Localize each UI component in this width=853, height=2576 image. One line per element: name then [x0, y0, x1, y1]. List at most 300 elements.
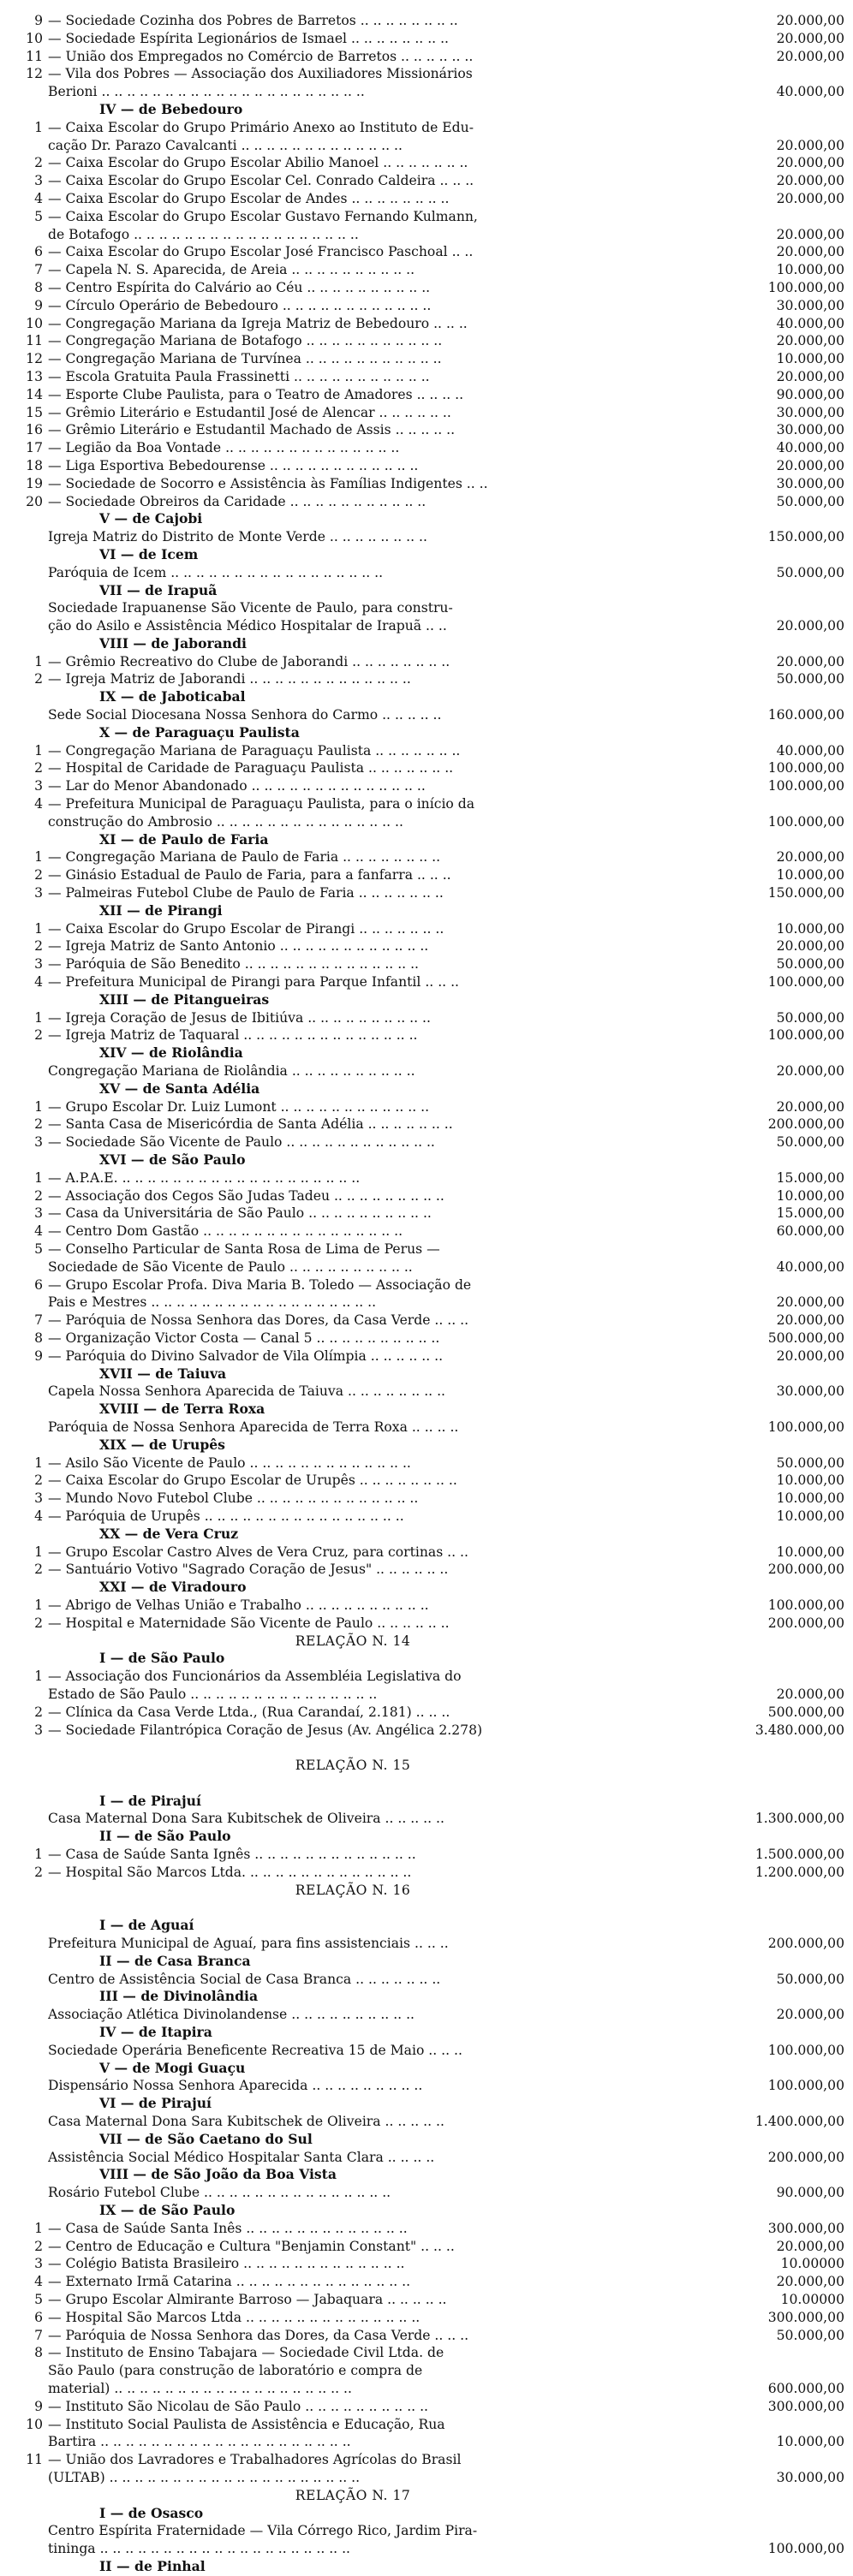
entry-number: [5, 2487, 48, 2505]
entry-text: — União dos Lavradores e Trabalhadores Agrícolas do Brasil: [48, 2452, 462, 2468]
entry-line: [5, 777, 844, 795]
entry-text: — Capela N. S. Aparecida, de Areia .. .. .. .. .. .. .. .. .. ..: [48, 262, 415, 278]
entry-amount: 50.000,00: [776, 493, 844, 509]
entry-text: — Congregação Mariana de Paulo de Faria .. .. .. .. .. .. .. ..: [48, 849, 441, 866]
entry-line: [5, 2344, 844, 2362]
section-heading: [5, 101, 844, 119]
entry-number: 4: [34, 190, 43, 206]
entry-line: [5, 1846, 844, 1864]
entry-line: [5, 1722, 844, 1740]
entry-text: VI — de Icem: [99, 545, 199, 562]
entry-text: Sede Social Diocesana Nossa Senhora do Carmo .. .. .. .. ..: [48, 707, 442, 723]
entry-text: II — de Pinhal: [99, 2557, 206, 2574]
entry-text: Pais e Mestres .. .. .. .. .. .. .. .. .. .. .. .. .. .. .. .. .. ..: [48, 1294, 377, 1311]
entry-amount: [709, 1988, 844, 2006]
entry-number: 6: [34, 244, 43, 260]
entry-number: [5, 1419, 48, 1437]
entry-amount: 10.000,00: [776, 351, 844, 367]
entry-amount: [709, 2362, 844, 2380]
entry-text: XV — de Santa Adélia: [99, 1080, 260, 1097]
entry-number: [5, 1953, 48, 1971]
entry-line: [5, 208, 844, 226]
entry-text: — Sociedade São Vicente de Paulo .. .. .. .. .. .. .. .. .. .. .. ..: [48, 1134, 435, 1151]
entry-line: [5, 315, 844, 333]
entry-text: Igreja Matriz do Distrito de Monte Verde .. .. .. .. .. .. .. ..: [48, 529, 427, 545]
entry-text: — Clínica da Casa Verde Ltda., (Rua Carandaí, 2.181) .. .. ..: [48, 1704, 450, 1720]
entry-line: [5, 421, 844, 439]
entry-amount: [709, 1276, 844, 1294]
entry-line: [5, 2113, 844, 2131]
entry-amount: 100.000,00: [767, 2541, 844, 2557]
entry-line: [5, 386, 844, 404]
entry-amount: 10.000,00: [776, 1544, 844, 1560]
entry-line: [5, 137, 844, 155]
entry-number: 6: [34, 2309, 43, 2325]
entry-text: — Instituto São Nicolau de São Paulo .. .. .. .. .. .. .. .. .. ..: [48, 2398, 428, 2414]
entry-text: — Palmeiras Futebol Clube de Paulo de Faria .. .. .. .. .. .. ..: [48, 885, 444, 901]
entry-number: 2: [34, 1472, 43, 1489]
entry-amount: 100.000,00: [767, 813, 844, 830]
entry-amount: [709, 1633, 844, 1651]
entry-number: 6: [34, 1276, 43, 1293]
entry-amount: 3.480.000,00: [755, 1722, 844, 1738]
entry-text: RELAÇÃO N. 17: [295, 2487, 411, 2503]
entry-text: — Associação dos Cegos São Judas Tadeu .. .. .. .. .. .. .. .. ..: [48, 1187, 444, 1204]
entry-text: — Congregação Mariana de Paraguaçu Paulista .. .. .. .. .. .. ..: [48, 742, 461, 759]
entry-number: 4: [34, 974, 43, 991]
entry-amount: 20.000,00: [776, 13, 844, 28]
entry-number: [5, 1793, 48, 1811]
relacao-heading: [5, 2487, 844, 2505]
entry-line: [5, 172, 844, 190]
entry-amount: 150.000,00: [767, 885, 844, 901]
entry-number: 2: [34, 760, 43, 776]
entry-text: — Instituto Social Paulista de Assistência e Educação, Rua: [48, 2416, 445, 2432]
section-heading: [5, 2166, 844, 2184]
entry-line: [5, 279, 844, 297]
entry-line: [5, 1899, 844, 1917]
relacao-heading: [5, 1882, 844, 1900]
entry-line: [5, 2398, 844, 2416]
entry-number: 3: [34, 1490, 43, 1507]
entry-amount: 100.000,00: [767, 1027, 844, 1044]
entry-line: [5, 848, 844, 866]
entry-number: [5, 1988, 48, 2006]
section-heading: [5, 1437, 844, 1455]
entry-number: 3: [34, 1722, 43, 1738]
entry-amount: 40.000,00: [776, 742, 844, 759]
entry-number: 4: [34, 2274, 43, 2290]
entry-amount: [709, 1365, 844, 1383]
entry-amount: 20.000,00: [776, 1098, 844, 1115]
entry-amount: 100.000,00: [767, 279, 844, 295]
entry-amount: 20.000,00: [776, 173, 844, 189]
entry-text: RELAÇÃO N. 14: [295, 1633, 411, 1649]
entry-line: [5, 30, 844, 48]
entry-line: [5, 1383, 844, 1401]
entry-number: 1: [34, 1669, 43, 1685]
section-heading: [5, 635, 844, 653]
entry-number: [5, 83, 48, 101]
entry-text: — Igreja Matriz de Jaborandi .. .. .. .. .. .. .. .. .. .. .. .. ..: [48, 671, 411, 687]
entry-line: [5, 1330, 844, 1347]
entry-number: 2: [34, 1187, 43, 1204]
entry-number: 1: [34, 920, 43, 937]
entry-text: cação Dr. Parazo Cavalcanti .. .. .. .. .. .. .. .. .. .. .. .. ..: [48, 137, 403, 153]
section-heading: [5, 1579, 844, 1597]
entry-amount: 15.000,00: [776, 1169, 844, 1186]
entry-amount: 20.000,00: [776, 155, 844, 171]
entry-amount: [709, 1917, 844, 1935]
entry-text: Casa Maternal Dona Sara Kubitschek de Oliveira .. .. .. .. ..: [48, 2114, 444, 2130]
entry-amount: 15.000,00: [776, 1205, 844, 1222]
entry-amount: [709, 2416, 844, 2434]
section-heading: [5, 688, 844, 706]
entry-line: [5, 1347, 844, 1365]
entry-amount: 200.000,00: [767, 1562, 844, 1578]
entry-text: tininga .. .. .. .. .. .. .. .. .. .. .. .. .. .. .. .. .. .. .. ..: [48, 2541, 351, 2557]
entry-text: RELAÇÃO N. 16: [295, 1882, 411, 1898]
entry-text: — Igreja Coração de Jesus de Ibitiúva .. .. .. .. .. .. .. .. .. ..: [48, 1009, 431, 1026]
entry-text: Rosário Futebol Clube .. .. .. .. .. .. .. .. .. .. .. .. .. .. ..: [48, 2185, 391, 2201]
entry-text: VIII — de São João da Boa Vista: [99, 2166, 337, 2183]
entry-line: [5, 1668, 844, 1686]
entry-number: 2: [34, 1116, 43, 1133]
entry-number: [5, 1151, 48, 1169]
entry-text: — Conselho Particular de Santa Rosa de Lima de Perus —: [48, 1240, 440, 1257]
entry-amount: [709, 2131, 844, 2149]
entry-number: [5, 1828, 48, 1846]
entry-amount: 20.000,00: [776, 1347, 844, 1364]
entry-number: [5, 2522, 48, 2540]
entry-line: [5, 564, 844, 582]
entry-text: — Sociedade de Socorro e Assistência às Famílias Indigentes .. ..: [48, 475, 488, 491]
entry-text: I — de Aguaí: [99, 1917, 194, 1934]
entry-amount: [709, 1899, 844, 1917]
entry-number: [5, 101, 48, 119]
entry-line: [5, 1419, 844, 1437]
entry-amount: [709, 1579, 844, 1597]
section-heading: [5, 2505, 844, 2523]
entry-line: [5, 2149, 844, 2167]
entry-number: 8: [34, 279, 43, 295]
entry-text: Associação Atlética Divinolandense .. .. .. .. .. .. .. .. .. ..: [48, 2007, 415, 2023]
entry-number: 9: [34, 2398, 43, 2414]
entry-amount: 50.000,00: [776, 1134, 844, 1151]
entry-line: [5, 1187, 844, 1205]
entry-line: [5, 119, 844, 137]
entry-text: VIII — de Jaborandi: [99, 634, 247, 651]
entry-line: [5, 653, 844, 671]
entry-amount: [709, 2522, 844, 2540]
entry-amount: 100.000,00: [767, 2078, 844, 2094]
entry-text: Congregação Mariana de Riolândia .. .. .. .. .. .. .. .. .. ..: [48, 1063, 415, 1080]
entry-number: 20: [26, 493, 43, 509]
entry-number: 8: [34, 1330, 43, 1346]
entry-number: [5, 991, 48, 1009]
entry-text: II — de Casa Branca: [99, 1952, 251, 1969]
entry-number: 2: [34, 2238, 43, 2254]
entry-line: [5, 83, 844, 101]
entry-number: [5, 1739, 48, 1757]
section-heading: [5, 2558, 844, 2576]
entry-text: V — de Mogi Guaçu: [99, 2059, 246, 2076]
entry-amount: [709, 1668, 844, 1686]
entry-amount: 50.000,00: [776, 956, 844, 973]
entry-line: [5, 2077, 844, 2095]
entry-text: — Paróquia do Divino Salvador de Vila Olímpia .. .. .. .. .. ..: [48, 1347, 444, 1364]
entry-number: 2: [34, 1027, 43, 1044]
section-heading: [5, 546, 844, 564]
entry-line: [5, 65, 844, 83]
entry-number: [5, 1401, 48, 1419]
entry-number: [5, 546, 48, 564]
entry-number: 7: [34, 1312, 43, 1329]
entry-text: — A.P.A.E. .. .. .. .. .. .. .. .. .. .. .. .. .. .. .. .. .. .. ..: [48, 1169, 361, 1186]
entry-text: Bartira .. .. .. .. .. .. .. .. .. .. .. .. .. .. .. .. .. .. .. ..: [48, 2434, 351, 2450]
entry-text: [48, 1899, 709, 1917]
entry-text: — Paróquia de Nossa Senhora das Dores, da Casa Verde .. .. ..: [48, 1312, 469, 1329]
entry-text: — Instituto de Ensino Tabajara — Sociedade Civil Ltda. de: [48, 2345, 444, 2361]
entry-line: [5, 2433, 844, 2451]
entry-number: [5, 2433, 48, 2451]
entry-number: 10: [26, 2416, 43, 2432]
entry-number: 14: [26, 386, 43, 402]
entry-amount: 1.200.000,00: [755, 1864, 844, 1880]
entry-line: [5, 1205, 844, 1223]
entry-line: [5, 2451, 844, 2469]
entry-text: — Casa da Universitária de São Paulo .. .. .. .. .. .. .. .. .. ..: [48, 1205, 432, 1222]
entry-amount: 50.000,00: [776, 1971, 844, 1987]
entry-amount: 50.000,00: [776, 1009, 844, 1026]
entry-amount: 200.000,00: [767, 1936, 844, 1952]
entry-number: [5, 137, 48, 155]
entry-amount: 50.000,00: [776, 671, 844, 687]
entry-line: [5, 226, 844, 244]
entry-line: [5, 1597, 844, 1615]
entry-line: [5, 920, 844, 938]
entry-number: [5, 2184, 48, 2202]
section-heading: [5, 1044, 844, 1062]
entry-amount: [709, 1793, 844, 1811]
entry-number: [5, 1080, 48, 1098]
entry-amount: [709, 2202, 844, 2220]
entry-number: 2: [34, 938, 43, 955]
entry-amount: [709, 2558, 844, 2576]
entry-text: XI — de Paulo de Faria: [99, 830, 269, 848]
entry-text: — Prefeitura Municipal de Paraguaçu Paulista, para o início da: [48, 796, 475, 812]
entry-text: — Sociedade Filantrópica Coração de Jesus (Av. Angélica 2.278): [48, 1722, 483, 1738]
entry-amount: 40.000,00: [776, 440, 844, 456]
entry-text: — Santa Casa de Misericórdia de Santa Adélia .. .. .. .. .. .. ..: [48, 1116, 453, 1133]
entry-amount: [709, 902, 844, 920]
entry-amount: 20.000,00: [776, 137, 844, 153]
entry-line: [5, 617, 844, 635]
entry-text: Casa Maternal Dona Sara Kubitschek de Oliveira .. .. .. .. ..: [48, 1811, 444, 1827]
entry-amount: [709, 1044, 844, 1062]
entry-line: [5, 1686, 844, 1704]
entry-number: 2: [34, 1864, 43, 1880]
entry-text: XIV — de Riolândia: [99, 1044, 243, 1062]
entry-number: 3: [34, 2256, 43, 2272]
entry-amount: [709, 1151, 844, 1169]
entry-line: [5, 48, 844, 66]
entry-text: — Hospital e Maternidade São Vicente de Paulo .. .. .. .. .. ..: [48, 1615, 450, 1631]
entry-text: Dispensário Nossa Senhora Aparecida .. .. .. .. .. .. .. .. ..: [48, 2078, 423, 2094]
entry-amount: 100.000,00: [767, 1597, 844, 1613]
entry-amount: [709, 2344, 844, 2362]
entry-number: [5, 706, 48, 724]
entry-number: [5, 2380, 48, 2398]
entry-line: [5, 2006, 844, 2024]
entry-amount: 50.000,00: [776, 2327, 844, 2343]
entry-number: 19: [26, 475, 43, 491]
entry-amount: 20.000,00: [776, 2238, 844, 2254]
entry-text: — Grupo Escolar Profa. Diva Maria B. Toledo — Associação de: [48, 1276, 472, 1293]
entry-line: [5, 261, 844, 279]
entry-amount: 10.000,00: [776, 1490, 844, 1507]
entry-amount: 20.000,00: [776, 653, 844, 669]
entry-number: 2: [34, 867, 43, 883]
entry-line: [5, 1775, 844, 1793]
entry-number: [5, 1044, 48, 1062]
entry-line: [5, 1508, 844, 1526]
entry-number: [5, 1258, 48, 1276]
entry-text: VII — de Irapuã: [99, 581, 218, 598]
entry-text: X — de Paraguaçu Paulista: [99, 723, 300, 741]
entry-text: — Prefeitura Municipal de Pirangi para Parque Infantil .. .. ..: [48, 974, 459, 991]
entry-number: 18: [26, 457, 43, 473]
entry-text: XVII — de Taiuva: [99, 1365, 227, 1382]
entry-number: [5, 2505, 48, 2523]
entry-number: [5, 1686, 48, 1704]
relacao-heading: [5, 1633, 844, 1651]
entry-number: [5, 1971, 48, 1989]
entry-line: [5, 2238, 844, 2256]
entry-number: 11: [26, 48, 43, 64]
entry-amount: [709, 2095, 844, 2113]
entry-text: Sociedade Irapuanense São Vicente de Paulo, para constru-: [48, 600, 453, 616]
entry-text: — Externato Irmã Catarina .. .. .. .. .. .. .. .. .. .. .. .. .. ..: [48, 2274, 411, 2290]
entry-number: [5, 1757, 48, 1775]
entry-line: [5, 1810, 844, 1828]
entry-amount: 100.000,00: [767, 760, 844, 776]
entry-amount: [709, 1828, 844, 1846]
entry-text: — Caixa Escolar do Grupo Escolar de Pirangi .. .. .. .. .. .. ..: [48, 920, 444, 937]
entry-text: Centro Espírita Fraternidade — Vila Córrego Rico, Jardim Pira-: [48, 2523, 478, 2539]
entry-amount: 100.000,00: [767, 2042, 844, 2058]
entry-line: [5, 2184, 844, 2202]
entry-number: 1: [34, 742, 43, 759]
section-heading: [5, 1080, 844, 1098]
entry-number: 1: [34, 1455, 43, 1471]
entry-text: ção do Asilo e Assistência Médico Hospitalar de Irapuã .. ..: [48, 618, 447, 634]
entry-number: [5, 582, 48, 600]
entry-line: [5, 1115, 844, 1133]
section-heading: [5, 724, 844, 742]
entry-number: 9: [34, 13, 43, 28]
entry-amount: 50.000,00: [776, 564, 844, 580]
entry-number: 1: [34, 1597, 43, 1613]
entry-text: I — de Osasco: [99, 2504, 204, 2521]
entry-amount: [709, 2487, 844, 2505]
entry-text: material) .. .. .. .. .. .. .. .. .. .. .. .. .. .. .. .. .. .. ..: [48, 2380, 352, 2396]
entry-amount: 60.000,00: [776, 1223, 844, 1240]
entry-amount: [709, 1882, 844, 1900]
entry-text: II — de São Paulo: [99, 1828, 231, 1845]
entry-amount: [709, 2451, 844, 2469]
section-heading: [5, 582, 844, 600]
entry-line: [5, 1026, 844, 1044]
entry-amount: 1.400.000,00: [755, 2114, 844, 2130]
section-heading: [5, 510, 844, 528]
entry-number: 12: [26, 351, 43, 367]
entry-text: — Congregação Mariana da Igreja Matriz de Bebedouro .. .. ..: [48, 315, 468, 331]
entry-number: [5, 1437, 48, 1455]
entry-number: [5, 1935, 48, 1953]
section-heading: [5, 2202, 844, 2220]
entry-text: Capela Nossa Senhora Aparecida de Taiuva .. .. .. .. .. .. .. ..: [48, 1383, 445, 1400]
entry-amount: 20.000,00: [776, 938, 844, 955]
entry-number: 2: [34, 1704, 43, 1720]
entry-line: [5, 1615, 844, 1633]
entry-amount: [709, 2024, 844, 2042]
entry-number: 11: [26, 333, 43, 349]
entry-number: 3: [34, 173, 43, 189]
entry-number: 2: [34, 1615, 43, 1631]
section-heading: [5, 2131, 844, 2149]
entry-text: IV — de Itapira: [99, 2024, 212, 2041]
entry-number: [5, 564, 48, 582]
entry-text: I — de Pirajuí: [99, 1792, 201, 1809]
entry-text: — Esporte Clube Paulista, para o Teatro de Amadores .. .. .. ..: [48, 386, 464, 402]
entry-line: [5, 1455, 844, 1472]
entry-number: [5, 688, 48, 706]
entry-amount: 300.000,00: [767, 2309, 844, 2325]
entry-line: [5, 2309, 844, 2327]
entry-text: — Igreja Matriz de Santo Antonio .. .. .. .. .. .. .. .. .. .. .. ..: [48, 938, 429, 955]
entry-number: 3: [34, 778, 43, 794]
entry-line: [5, 439, 844, 457]
entry-amount: 20.000,00: [776, 1294, 844, 1311]
section-heading: [5, 2024, 844, 2042]
entry-number: 5: [34, 1240, 43, 1257]
entry-text: XX — de Vera Cruz: [99, 1525, 239, 1542]
entry-text: construção do Ambrosio .. .. .. .. .. .. .. .. .. .. .. .. .. .. ..: [48, 813, 403, 830]
entry-amount: 20.000,00: [776, 244, 844, 260]
entry-text: — Grêmio Literário e Estudantil José de Alencar .. .. .. .. .. ..: [48, 404, 451, 420]
entry-line: [5, 1971, 844, 1989]
section-heading: [5, 1526, 844, 1544]
entry-number: [5, 2149, 48, 2167]
entry-number: 3: [34, 885, 43, 901]
entry-line: [5, 2469, 844, 2487]
entry-amount: 30.000,00: [776, 297, 844, 313]
entry-text: — Caixa Escolar do Grupo Escolar Cel. Conrado Caldeira .. .. ..: [48, 173, 474, 189]
entry-text: V — de Cajobi: [99, 510, 203, 527]
entry-amount: [709, 1775, 844, 1793]
entry-amount: [709, 724, 844, 742]
entry-text: XVI — de São Paulo: [99, 1151, 246, 1168]
entry-amount: 10.000,00: [776, 920, 844, 937]
entry-text: Berioni .. .. .. .. .. .. .. .. .. .. .. .. .. .. .. .. .. .. .. .. ..: [48, 84, 365, 100]
entry-amount: 90.000,00: [776, 386, 844, 402]
entry-line: [5, 2255, 844, 2273]
entry-text: — Santuário Votivo "Sagrado Coração de Jesus" .. .. .. .. .. ..: [48, 1562, 449, 1578]
entry-amount: 10.00000: [780, 2292, 844, 2307]
entry-text: RELAÇÃO N. 15: [295, 1758, 411, 1774]
entry-number: [5, 2166, 48, 2184]
